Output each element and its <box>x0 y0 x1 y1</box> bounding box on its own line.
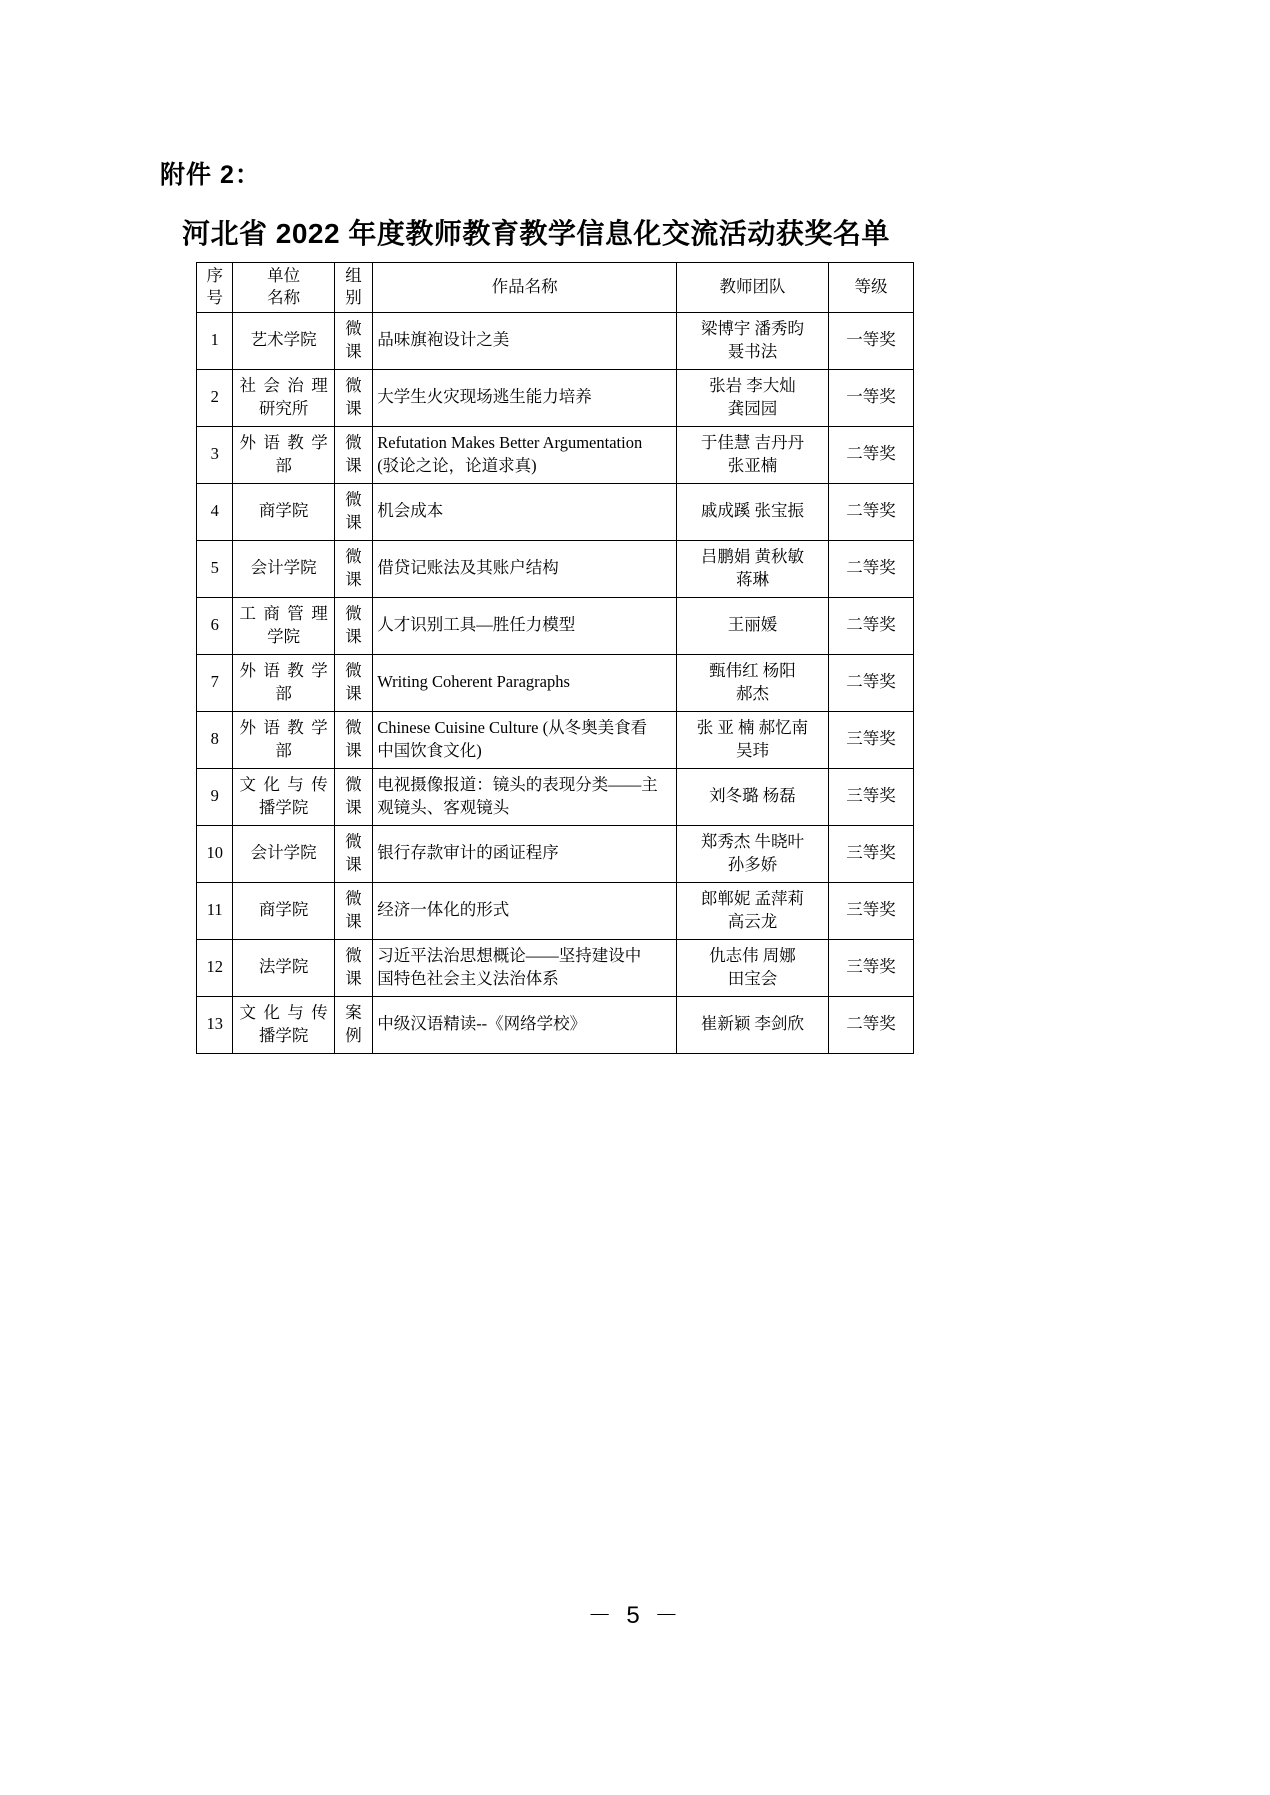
column-header-unit <box>233 263 334 313</box>
cell-team-line: 戚成蹊 张宝振 <box>700 501 805 521</box>
cell-no: 13 <box>197 996 233 1053</box>
cell-team <box>677 369 829 426</box>
cell-unit-line: 商学院 <box>258 501 309 521</box>
cell-award-level: 三等奖 <box>828 711 913 768</box>
cell-group-line: 课 <box>345 740 362 760</box>
cell-unit-line: 工商管理 <box>239 604 328 624</box>
cell-group <box>334 312 372 369</box>
cell-group-line: 课 <box>345 683 362 703</box>
cell-group <box>334 540 372 597</box>
cell-team-line: 甄伟红 杨阳 <box>709 661 796 681</box>
cell-unit <box>233 711 334 768</box>
table-row <box>197 825 914 882</box>
cell-group-line: 课 <box>345 398 362 418</box>
award-list-table <box>196 262 914 1054</box>
cell-team-line: 张岩 李大灿 <box>709 376 796 396</box>
cell-unit-line: 会计学院 <box>250 843 317 863</box>
table-row <box>197 426 914 483</box>
cell-unit <box>233 939 334 996</box>
cell-group <box>334 654 372 711</box>
cell-team <box>677 654 829 711</box>
cell-work-title <box>373 939 677 996</box>
cell-group-line: 微 <box>345 433 362 453</box>
table-row <box>197 768 914 825</box>
table-row <box>197 597 914 654</box>
cell-unit-line: 文化与传 <box>239 1003 328 1023</box>
cell-work-line: 国特色社会主义法治体系 <box>377 968 559 988</box>
cell-award-level: 二等奖 <box>828 996 913 1053</box>
cell-group-line: 案 <box>345 1003 362 1023</box>
cell-work-line: 电视摄像报道：镜头的表现分类——主 <box>377 775 658 795</box>
table-row <box>197 654 914 711</box>
table-row <box>197 312 914 369</box>
cell-no: 7 <box>197 654 233 711</box>
cell-group-line: 例 <box>345 1025 362 1045</box>
page-number: － 5 － <box>587 1602 683 1629</box>
cell-unit <box>233 312 334 369</box>
cell-unit <box>233 369 334 426</box>
cell-no: 11 <box>197 882 233 939</box>
cell-work-line: 经济一体化的形式 <box>377 900 510 920</box>
cell-unit <box>233 825 334 882</box>
cell-group <box>334 882 372 939</box>
cell-unit-line: 播学院 <box>258 797 309 817</box>
cell-unit-line: 外语教学 <box>239 433 328 453</box>
cell-team-line: 蒋琳 <box>735 569 769 589</box>
cell-group-line: 课 <box>345 569 362 589</box>
cell-no: 12 <box>197 939 233 996</box>
cell-unit-line: 播学院 <box>258 1025 309 1045</box>
column-header-team: 教师团队 <box>677 263 829 313</box>
cell-unit <box>233 483 334 540</box>
cell-group <box>334 825 372 882</box>
cell-no: 8 <box>197 711 233 768</box>
column-header-no-line1: 序 <box>206 266 223 285</box>
cell-work-line: (驳论之论，论道求真) <box>377 455 537 475</box>
cell-group-line: 微 <box>345 889 362 909</box>
cell-work-line: 品味旗袍设计之美 <box>377 330 510 350</box>
cell-work-line: 大学生火灾现场逃生能力培养 <box>377 387 592 407</box>
cell-team-line: 吴玮 <box>735 740 769 760</box>
cell-unit-line: 法学院 <box>258 957 309 977</box>
cell-team-line: 梁博宇 潘秀昀 <box>700 319 805 339</box>
cell-unit-line: 研究所 <box>258 398 309 418</box>
cell-group-line: 课 <box>345 341 362 361</box>
cell-team-line: 郑秀杰 牛晓叶 <box>700 832 805 852</box>
cell-work-title <box>373 882 677 939</box>
cell-group-line: 课 <box>345 911 362 931</box>
table-row <box>197 996 914 1053</box>
cell-no: 3 <box>197 426 233 483</box>
cell-work-title <box>373 825 677 882</box>
cell-unit-line: 部 <box>275 740 292 760</box>
column-header-no <box>197 263 233 313</box>
cell-unit-line: 艺术学院 <box>250 330 317 350</box>
cell-group-line: 课 <box>345 626 362 646</box>
column-header-level: 等级 <box>828 263 913 313</box>
cell-work-line: 中国饮食文化) <box>377 740 482 760</box>
cell-no: 5 <box>197 540 233 597</box>
cell-group-line: 课 <box>345 854 362 874</box>
cell-group-line: 课 <box>345 455 362 475</box>
cell-award-level: 三等奖 <box>828 882 913 939</box>
cell-team <box>677 711 829 768</box>
cell-no: 9 <box>197 768 233 825</box>
cell-unit <box>233 597 334 654</box>
cell-no: 1 <box>197 312 233 369</box>
cell-work-line: 中级汉语精读--《网络学校》 <box>377 1014 587 1034</box>
table-row <box>197 540 914 597</box>
cell-group <box>334 768 372 825</box>
table-row <box>197 483 914 540</box>
column-header-group-line1: 组 <box>345 266 362 285</box>
cell-team-line: 聂书法 <box>727 341 778 361</box>
page-title: 河北省 2022 年度教师教育教学信息化交流活动获奖名单 <box>182 218 890 249</box>
cell-unit-line: 文化与传 <box>239 775 328 795</box>
cell-group <box>334 711 372 768</box>
cell-group <box>334 426 372 483</box>
cell-group-line: 微 <box>345 946 362 966</box>
cell-group <box>334 996 372 1053</box>
cell-unit-line: 外语教学 <box>239 661 328 681</box>
column-header-unit-line1: 单位 <box>267 266 301 285</box>
cell-team <box>677 483 829 540</box>
cell-unit-line: 外语教学 <box>239 718 328 738</box>
cell-team-line: 吕鹏娟 黄秋敏 <box>700 547 805 567</box>
cell-team-line: 崔新颖 李剑欣 <box>700 1014 805 1034</box>
cell-team-line: 郝杰 <box>735 683 769 703</box>
column-header-work: 作品名称 <box>373 263 677 313</box>
cell-group-line: 微 <box>345 604 362 624</box>
cell-award-level: 一等奖 <box>828 369 913 426</box>
cell-no: 4 <box>197 483 233 540</box>
cell-work-line: 习近平法治思想概论——坚持建设中 <box>377 946 642 966</box>
cell-team <box>677 825 829 882</box>
cell-work-line: 观镜头、客观镜头 <box>377 797 510 817</box>
cell-team-line: 龚园园 <box>727 398 778 418</box>
cell-work-line: 银行存款审计的函证程序 <box>377 843 559 863</box>
cell-team-line: 于佳慧 吉丹丹 <box>700 433 805 453</box>
cell-team-line: 王丽媛 <box>727 615 778 635</box>
cell-team <box>677 939 829 996</box>
table-header <box>197 263 914 313</box>
cell-work-title <box>373 312 677 369</box>
cell-work-title <box>373 711 677 768</box>
cell-work-title <box>373 996 677 1053</box>
cell-unit <box>233 654 334 711</box>
cell-group <box>334 369 372 426</box>
cell-group-line: 微 <box>345 319 362 339</box>
cell-work-line: 借贷记账法及其账户结构 <box>377 558 559 578</box>
cell-team-line: 张亚楠 <box>727 455 778 475</box>
cell-work-title <box>373 369 677 426</box>
cell-team <box>677 882 829 939</box>
cell-team <box>677 426 829 483</box>
cell-work-title <box>373 654 677 711</box>
cell-group-line: 课 <box>345 968 362 988</box>
cell-award-level: 二等奖 <box>828 597 913 654</box>
cell-unit <box>233 768 334 825</box>
cell-award-level: 二等奖 <box>828 483 913 540</box>
cell-team-line: 田宝会 <box>727 968 778 988</box>
cell-award-level: 二等奖 <box>828 426 913 483</box>
cell-unit <box>233 426 334 483</box>
cell-unit-line: 社会治理 <box>239 376 328 396</box>
cell-award-level: 三等奖 <box>828 768 913 825</box>
cell-group-line: 微 <box>345 661 362 681</box>
table-row <box>197 369 914 426</box>
cell-work-line: Refutation Makes Better Argumentation <box>377 433 643 453</box>
cell-unit <box>233 540 334 597</box>
column-header-group <box>334 263 372 313</box>
table-header-row <box>197 263 914 313</box>
column-header-no-line2: 号 <box>206 288 223 308</box>
attachment-label: 附件 2： <box>160 161 261 189</box>
table-body <box>197 312 914 1053</box>
cell-work-line: 机会成本 <box>377 501 444 521</box>
cell-group <box>334 597 372 654</box>
cell-team <box>677 768 829 825</box>
cell-team-line: 高云龙 <box>727 911 778 931</box>
cell-team <box>677 996 829 1053</box>
table-row <box>197 939 914 996</box>
cell-no: 2 <box>197 369 233 426</box>
cell-award-level: 一等奖 <box>828 312 913 369</box>
cell-work-title <box>373 768 677 825</box>
cell-team-line: 刘冬璐 杨磊 <box>709 786 796 806</box>
cell-group-line: 微 <box>345 718 362 738</box>
cell-group-line: 课 <box>345 797 362 817</box>
cell-no: 10 <box>197 825 233 882</box>
cell-unit-line: 部 <box>275 683 292 703</box>
cell-team <box>677 540 829 597</box>
column-header-unit-line2: 名称 <box>267 288 301 308</box>
cell-group <box>334 483 372 540</box>
cell-award-level: 二等奖 <box>828 540 913 597</box>
cell-team <box>677 312 829 369</box>
cell-award-level: 三等奖 <box>828 939 913 996</box>
cell-no: 6 <box>197 597 233 654</box>
cell-team-line: 郎郸妮 孟萍莉 <box>700 889 805 909</box>
cell-team-line: 张 亚 楠 郝忆南 <box>696 718 809 738</box>
cell-unit-line: 商学院 <box>258 900 309 920</box>
cell-unit <box>233 996 334 1053</box>
cell-unit <box>233 882 334 939</box>
cell-work-title <box>373 540 677 597</box>
cell-award-level: 二等奖 <box>828 654 913 711</box>
cell-work-line: Writing Coherent Paragraphs <box>377 672 570 692</box>
cell-award-level: 三等奖 <box>828 825 913 882</box>
cell-team <box>677 597 829 654</box>
table-row <box>197 711 914 768</box>
cell-group-line: 微 <box>345 376 362 396</box>
cell-group-line: 微 <box>345 832 362 852</box>
table-row <box>197 882 914 939</box>
cell-unit-line: 学院 <box>267 626 301 646</box>
cell-group-line: 微 <box>345 490 362 510</box>
cell-work-line: Chinese Cuisine Culture (从冬奥美食看 <box>377 718 648 738</box>
cell-unit-line: 部 <box>275 455 292 475</box>
cell-team-line: 仇志伟 周娜 <box>709 946 796 966</box>
cell-work-title <box>373 426 677 483</box>
cell-group-line: 微 <box>345 775 362 795</box>
column-header-group-line2: 别 <box>345 288 362 308</box>
cell-work-line: 人才识别工具—胜任力模型 <box>377 615 576 635</box>
cell-unit-line: 会计学院 <box>250 558 317 578</box>
cell-group-line: 微 <box>345 547 362 567</box>
cell-work-title <box>373 597 677 654</box>
cell-group <box>334 939 372 996</box>
cell-team-line: 孙多娇 <box>727 854 778 874</box>
cell-group-line: 课 <box>345 512 362 532</box>
cell-work-title <box>373 483 677 540</box>
